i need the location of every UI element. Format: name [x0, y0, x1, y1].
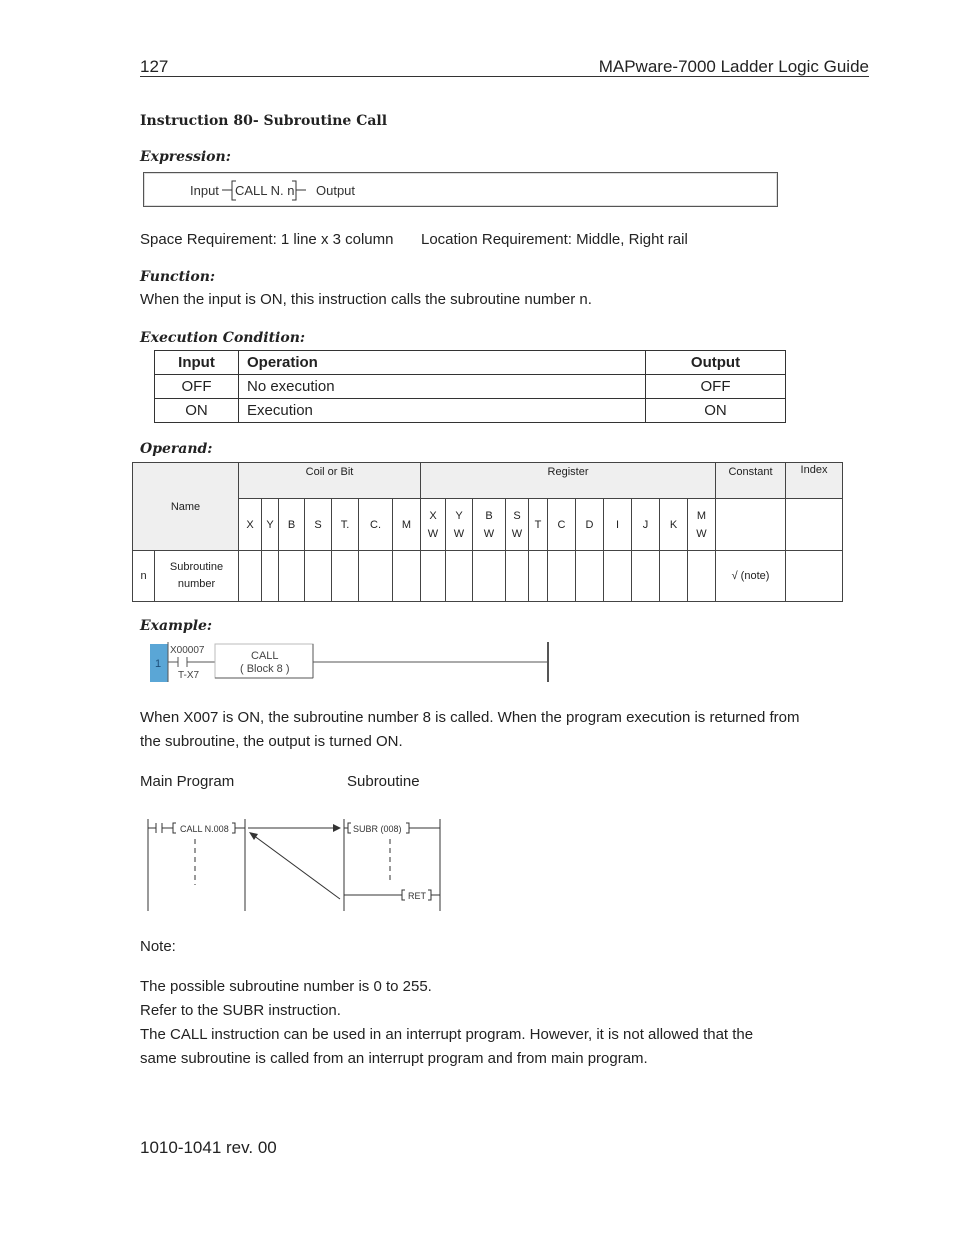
col-s: S [305, 499, 332, 551]
col-t: T. [332, 499, 359, 551]
ret-bracket-right [428, 890, 431, 900]
operand-table [132, 462, 843, 602]
group-constant: Constant [716, 463, 786, 499]
col-constant-blank [716, 499, 786, 551]
col-j: J [632, 499, 660, 551]
col-m: M [393, 499, 421, 551]
function-heading: Function: [140, 269, 216, 285]
return-arrow-head [249, 832, 258, 840]
col-label-top: Y [455, 509, 463, 522]
operand-cell [660, 551, 688, 602]
operand-cell [786, 551, 843, 602]
operand-cell [305, 551, 332, 602]
col-y: Y [262, 499, 279, 551]
col-c: C. [359, 499, 393, 551]
operand-cell [279, 551, 305, 602]
ret-bracket-left [402, 890, 405, 900]
exec-cell: OFF [646, 375, 786, 399]
execution-table [154, 350, 786, 423]
operand-cell [473, 551, 506, 602]
call-text: CALL [251, 650, 279, 662]
col-yw [446, 499, 473, 551]
footer-revision: 1010-1041 rev. 00 [140, 1138, 277, 1157]
table-row [155, 375, 786, 399]
location-requirement: Location Requirement: Middle, Right rail [421, 231, 688, 248]
operand-cell [604, 551, 632, 602]
expression-heading: Expression: [140, 149, 231, 165]
operand-heading: Operand: [140, 441, 213, 457]
operand-name-line: Subroutine [169, 561, 224, 573]
operand-cell [239, 551, 262, 602]
example-ladder-diagram [150, 640, 554, 684]
operand-cell [506, 551, 529, 602]
operand-name-line: number [177, 578, 216, 590]
note-line: Refer to the SUBR instruction. [140, 1002, 341, 1019]
operand-name-header: Name [133, 463, 239, 551]
col-reg-c: C [548, 499, 576, 551]
rung-number: 1 [155, 658, 162, 670]
operand-cell [332, 551, 359, 602]
col-b: B [279, 499, 305, 551]
col-index-blank [786, 499, 843, 551]
col-label-top: X [429, 509, 437, 522]
subr-bracket-right [406, 823, 409, 833]
col-label-top: S [513, 509, 521, 522]
col-label-bottom: W [427, 527, 439, 540]
expr-call-label: CALL N. n [235, 183, 295, 198]
operand-cell [632, 551, 660, 602]
header-rule [140, 76, 869, 77]
col-label-top: M [696, 509, 707, 522]
col-label-bottom: W [453, 527, 465, 540]
call-arrow-head [333, 824, 341, 832]
operand-cell [446, 551, 473, 602]
exec-header-operation: Operation [239, 351, 646, 375]
exec-header-output: Output [646, 351, 786, 375]
space-requirement: Space Requirement: 1 line x 3 column [140, 231, 394, 248]
block-text: ( Block 8 ) [240, 663, 290, 675]
contact-label: X00007 [170, 645, 205, 656]
col-label-top: B [485, 509, 493, 522]
col-xw [421, 499, 446, 551]
exec-cell: ON [155, 399, 239, 423]
call-bracket-left [173, 823, 176, 833]
col-sw [506, 499, 529, 551]
function-text: When the input is ON, this instruction calls the subroutine number n. [140, 291, 592, 308]
subroutine-label: Subroutine [347, 773, 420, 790]
expr-output-label: Output [316, 183, 356, 198]
exec-cell: ON [646, 399, 786, 423]
col-d: D [576, 499, 604, 551]
table-row [133, 551, 843, 602]
col-mw [688, 499, 716, 551]
subr-box-label: SUBR (008) [353, 824, 402, 834]
col-k: K [660, 499, 688, 551]
guide-title: MAPware-7000 Ladder Logic Guide [598, 57, 869, 76]
exec-cell: Execution [239, 399, 646, 423]
col-label-bottom: W [483, 527, 495, 540]
instruction-title: Instruction 80- Subroutine Call [140, 113, 388, 129]
operand-cell [529, 551, 548, 602]
operand-group-row [133, 463, 843, 499]
note-line: The possible subroutine number is 0 to 255. [140, 978, 432, 995]
return-arrow-line [253, 835, 340, 899]
operand-cell [548, 551, 576, 602]
note-heading: Note: [140, 938, 176, 955]
operand-cell [688, 551, 716, 602]
group-index: Index [786, 463, 843, 499]
col-bw [473, 499, 506, 551]
operand-cell [393, 551, 421, 602]
execution-heading: Execution Condition: [140, 330, 306, 346]
col-label-bottom: W [696, 527, 707, 540]
call-box-label: CALL N.008 [180, 824, 229, 834]
page-number: 127 [140, 57, 169, 76]
example-heading: Example: [140, 618, 213, 634]
exec-header-input: Input [155, 351, 239, 375]
operand-row-name [155, 551, 239, 602]
col-x: X [239, 499, 262, 551]
main-program-label: Main Program [140, 773, 235, 790]
operand-cell [421, 551, 446, 602]
operand-column-row [133, 499, 843, 551]
flow-diagram [140, 815, 450, 920]
example-description: When X007 is ON, the subroutine number 8 is called. When the program execution is returned from the subroutine, the output is turned ON. [140, 709, 800, 750]
exec-cell: No execution [239, 375, 646, 399]
flow-diagram-svg [140, 815, 450, 915]
group-coil-or-bit: Coil or Bit [239, 463, 421, 499]
operand-cell [359, 551, 393, 602]
expression-diagram [144, 173, 777, 206]
col-i: I [604, 499, 632, 551]
subr-bracket-left [348, 823, 351, 833]
execution-header-row [155, 351, 786, 375]
expression-box [143, 172, 778, 207]
example-ladder [150, 640, 554, 689]
operand-constant-cell: √ (note) [716, 551, 786, 602]
note-line: same subroutine is called from an interrupt program and from main program. [140, 1050, 648, 1067]
col-label-bottom: W [511, 527, 523, 540]
exec-cell: OFF [155, 375, 239, 399]
expr-input-label: Input [190, 183, 219, 198]
col-reg-t: T [529, 499, 548, 551]
operand-cell [262, 551, 279, 602]
call-bracket-right [232, 823, 235, 833]
note-line: The CALL instruction can be used in an interrupt program. However, it is not allowed that the [140, 1026, 754, 1043]
operand-row-id: n [133, 551, 155, 602]
operand-cell [576, 551, 604, 602]
contact-sub: T-X7 [178, 670, 200, 681]
group-register: Register [421, 463, 716, 499]
table-row [155, 399, 786, 423]
ret-box-label: RET [408, 891, 426, 901]
